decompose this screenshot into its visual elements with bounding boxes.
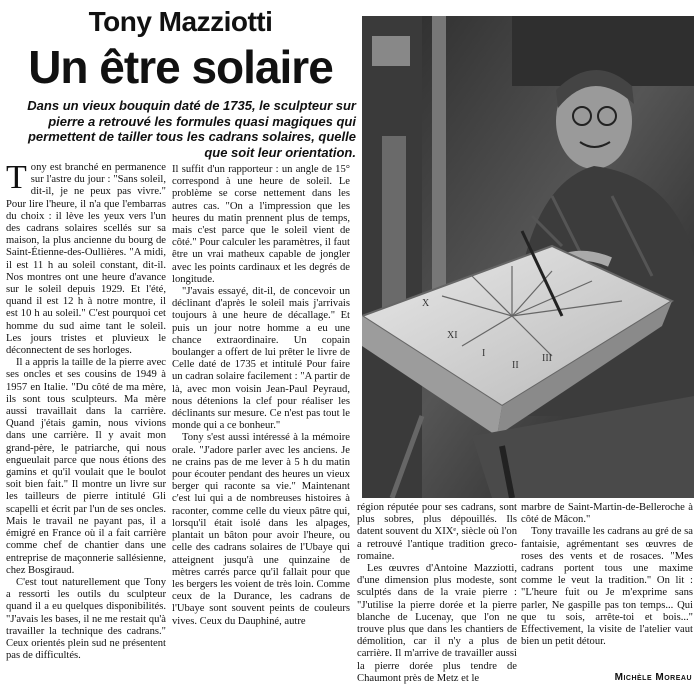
dial-numeral: XI [447,330,458,341]
article-column-4 [521,502,693,648]
drop-cap: T [6,159,27,196]
paragraph: Les œuvres d'Antoine Mazziotti, d'une dimension plus modeste, sont sculptés dans de la vraie pierre : "J'utilise la pierre dorée et la pierre blanche de Lucenay, que l'on ne trouve plus que dans les chantiers de démolition, car il n'y a plus de carrière. Il m'arrive de travailler aussi la pierre dorée plus tendre de Chaumont près de Metz et le [357,563,517,684]
paragraph: marbre de Saint-Martin-de-Belleroche à côté de Mâcon." [521,502,693,526]
subject-name: Tony Mazziotti [88,6,273,37]
paragraph: "J'avais essayé, dit-il, de concevoir un déclinant d'après le soleil mais j'arrivais toujours à une heure de décallage." Et puis un jour notre homme a eu une chance extraordinaire. Un copain boulanger a offert de lui prêter le livre de Celle daté de 1735 et intitulé Pour faire un cadran solaire facilement : "A partir de là, avec mon voisin Jean-Paul Peyraud, nous détenions la clef pour réaliser les déclinants sur mesure. Ce n'est pas tout le monde qui a ce bonheur." [172,286,350,432]
paragraph: Il a appris la taille de la pierre avec ses oncles et ses cousins de 1949 à 1957 en Italie. "Du côté de ma mère, ils sont tous sculpteurs. Ma mère aussi travaillait dans la carrière. Quand j'étais gamin, nous vivions dans une carrière. Il y avait mon grand-père, le patriarche, qui nous engueulait parce que nous étions des gamins et qu'il voulait que le boulot soit bien fait." Il montre un livre sur les tailleurs de pierre intitulé Gli scapelli et écrit par l'un de ses oncles. Mais le travail ne payant pas, il a émigré en France où il a fait carrière comme chef de chantier dans une entreprise de maçonnerie sallésienne, chez Bosgiraud. [6,357,166,576]
dial-numeral: III [542,353,552,364]
article-column-2 [172,164,350,628]
photo-sculptor-with-sundial [362,16,694,498]
article-column-1 [6,159,166,662]
paragraph: ony est branché en permanence sur l'astre du jour : "Sans soleil, dit-il, je ne peux pas vivre." Pour lire l'heure, il n'a que l'embarras du choix : il lève les yeux vers l'un des cadrans solaires scellés sur sa maison, la plus ancienne du bourg de Saint-Étienne-des-Oullières. "A midi, il est 11 h au soleil constant, dit-il. Nos montres ont une heure d'avance sur le soleil depuis 1929. Et l'été, quand il est 12 h à notre montre, il est 10 h au soleil." C'est pourquoi cet homme du sud aime tant le soleil. Les jours tristes et pluvieux le déconnectent de ses horloges. [6,162,166,357]
dial-numeral: I [482,348,486,359]
paragraph: Tony travaille les cadrans au gré de sa fantaisie, agrémentant ses œuvres de roses des vents et de rosaces. "Mes cadrans portent tous une maxime comme le veut la tradition." On lit : "L'heure fuit ou Je m'exprime sans parler, Ne gaspille pas ton temps... Qui que tu sois, arrête-toi et bois..." Effectivement, la visite de l'atelier vaut bien un petit détour. [521,526,693,648]
paragraph: Tony s'est aussi intéressé à la mémoire orale. "J'adore parler avec les anciens. Je ne crains pas de me lever à 5 h du matin pour écouter pendant des heures un vieux berger qui raconte sa vie." Maintenant c'est lui qui a de nombreuses histoires à raconter, comme celle du vieux pâtre qui, lorsqu'il était isolé dans les alpages, plantait un bâton pour avoir l'heure, ou celle des cadrans solaires de l'Ubaye qui atteignent jusqu'à une quinzaine de mètres carrés parce qu'il fallait pour que les bergers les voient de très loin. Comme ceux de la Durance, les cadrans de l'Ubaye sont souvent peints de couleurs vives. Ceux du Dauphiné, autre [172,432,350,627]
paragraph: C'est tout naturellement que Tony a ressorti les outils du sculpteur quand il a eu quelques disponibilités. "J'avais les bases, il ne me restait qu'à travailler la technique des cadrans." Ceux orientés plein sud ne présentent pas de difficultés. [6,576,166,662]
photo-illustration [362,16,694,498]
byline: Michèle Moreau [614,672,692,683]
headline: Un être solaire [28,41,333,93]
paragraph: région réputée pour ses cadrans, sont plus sobres, plus dépouillés. Ils datent souvent du XIXᵉ, siècle où l'on a retrouvé l'antique tradition greco-romaine. [357,502,517,562]
dial-numeral: X [422,298,430,309]
article-column-3 [357,502,517,685]
lead-paragraph: Dans un vieux bouquin daté de 1735, le sculpteur sur pierre a retrouvé les formules quasi magiques qui permettent de tailler tous les cadrans solaires, quelle que soit leur orientation. [27,98,356,160]
dial-numeral: II [512,360,519,371]
paragraph: Il suffit d'un rapporteur : un angle de 15° correspond à une heure de soleil. Le problème se corse nettement dans les autres cas. "On a l'impression que les heures du matin prennent plus de temps, mais c'est parce que le soleil vient de côté." Pour calculer les paramètres, il faut être un vrai matheux capable de jongler avec les points cardinaux et les degrés de longitude. [172,164,350,285]
